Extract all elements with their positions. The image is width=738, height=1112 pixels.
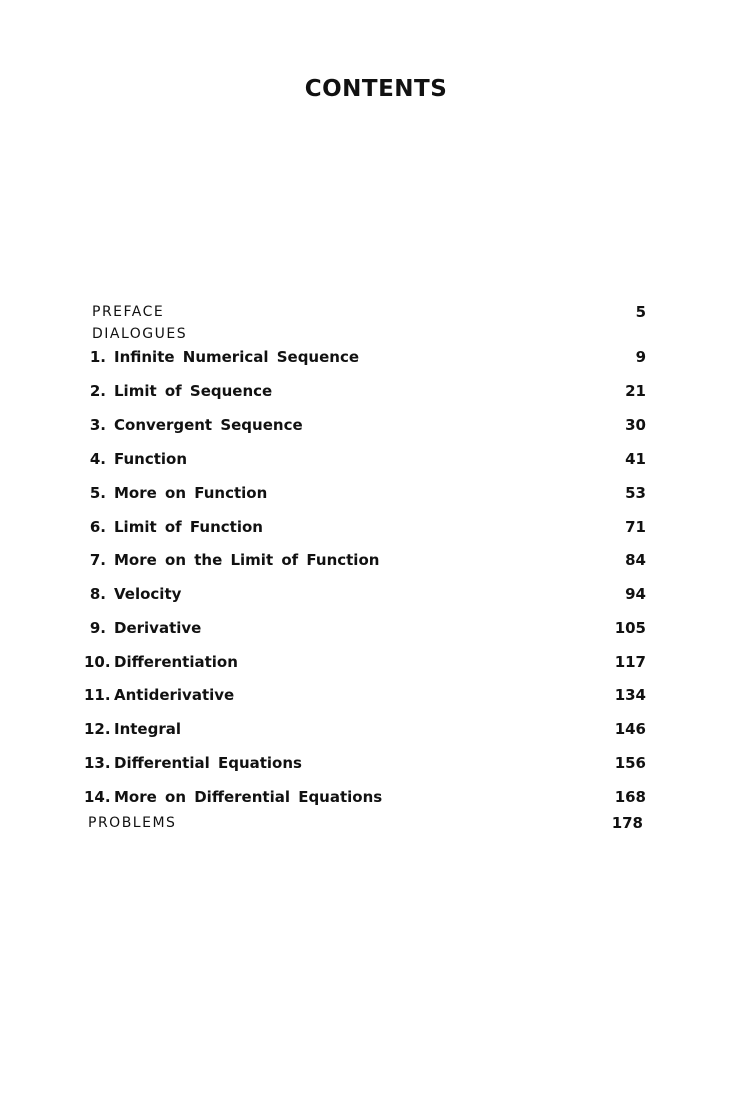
entry-title: Limit of Sequence xyxy=(114,382,273,400)
entry-title: Velocity xyxy=(114,585,182,603)
chapter-number: 7. xyxy=(89,551,106,569)
page-title: CONTENTS xyxy=(304,76,448,102)
page-number: 21 xyxy=(625,382,646,400)
chapter-number: 11. xyxy=(84,686,111,704)
toc-entry-label xyxy=(84,683,234,707)
entry-title: Integral xyxy=(114,720,182,738)
chapter-number: 3. xyxy=(89,416,106,434)
entry-title: Derivative xyxy=(114,619,202,637)
chapter-number: 10. xyxy=(84,653,111,671)
chapter-number: 4. xyxy=(89,450,106,468)
page-number: 134 xyxy=(614,686,646,704)
toc-entry-label xyxy=(84,548,379,572)
page-number: 84 xyxy=(625,551,646,569)
toc-entry-label xyxy=(84,717,181,741)
toc-entry-label xyxy=(84,379,272,403)
entry-title: Antiderivative xyxy=(114,686,235,704)
entry-title: Convergent Sequence xyxy=(114,416,303,434)
chapter-number: 6. xyxy=(89,518,106,536)
entry-title: PREFACE xyxy=(92,304,165,320)
toc-chapter-row xyxy=(0,582,738,606)
entry-title: Limit of Function xyxy=(114,518,263,536)
toc-entry-label xyxy=(84,447,187,471)
page-number: 156 xyxy=(614,754,646,772)
page-number: 30 xyxy=(625,416,646,434)
page-number: 41 xyxy=(625,450,646,468)
entry-title: More on the Limit of Function xyxy=(114,551,380,569)
page-number: 168 xyxy=(614,788,646,806)
toc-chapter-row xyxy=(0,683,738,707)
page-number: 9 xyxy=(635,348,646,366)
toc-entry-label xyxy=(84,413,303,437)
page-number: 94 xyxy=(625,585,646,603)
page-number: 71 xyxy=(625,518,646,536)
toc-chapter-row xyxy=(0,345,738,369)
page-number: 117 xyxy=(614,653,646,671)
page-number: 53 xyxy=(625,484,646,502)
toc-chapter-row xyxy=(0,548,738,572)
chapter-number: 2. xyxy=(89,382,106,400)
toc-chapter-row xyxy=(0,650,738,674)
toc-chapter-row xyxy=(0,481,738,505)
toc-entry-label xyxy=(92,322,187,346)
toc-section-row xyxy=(0,322,738,346)
chapter-number: 8. xyxy=(89,585,106,603)
page-number: 146 xyxy=(614,720,646,738)
toc-chapter-row xyxy=(0,515,738,539)
entry-title: Differentiation xyxy=(114,653,238,671)
entry-title: Function xyxy=(114,450,188,468)
toc-chapter-row xyxy=(0,751,738,775)
toc-chapter-row xyxy=(0,717,738,741)
toc-chapter-row xyxy=(0,379,738,403)
toc-entry-label xyxy=(84,616,201,640)
entry-title: Differential Equations xyxy=(114,754,302,772)
toc-entry-label xyxy=(92,300,164,324)
toc-chapter-row xyxy=(0,447,738,471)
chapter-number: 13. xyxy=(84,754,111,772)
toc-entry-label xyxy=(84,650,238,674)
toc-entry-label xyxy=(84,345,359,369)
toc-entry-label xyxy=(88,811,176,835)
toc-entry-label xyxy=(84,582,181,606)
chapter-number: 9. xyxy=(89,619,106,637)
chapter-number: 1. xyxy=(89,348,106,366)
toc-chapter-row xyxy=(0,413,738,437)
entry-title: DIALOGUES xyxy=(92,326,188,342)
toc-section-row xyxy=(0,300,738,324)
toc-entry-label xyxy=(84,751,302,775)
entry-title: PROBLEMS xyxy=(88,815,177,831)
chapter-number: 5. xyxy=(89,484,106,502)
toc-chapter-row xyxy=(0,616,738,640)
toc-entry-label xyxy=(84,515,263,539)
entry-title: More on Differential Equations xyxy=(114,788,383,806)
chapter-number: 12. xyxy=(84,720,111,738)
toc-entry-label xyxy=(84,785,382,809)
toc-entry-label xyxy=(84,481,267,505)
entry-title: Infinite Numerical Sequence xyxy=(114,348,360,366)
chapter-number: 14. xyxy=(84,788,111,806)
page-number: 5 xyxy=(635,303,646,321)
toc-section-row xyxy=(0,811,738,835)
entry-title: More on Function xyxy=(114,484,268,502)
page-number: 178 xyxy=(611,814,643,832)
toc-chapter-row xyxy=(0,785,738,809)
page-number: 105 xyxy=(614,619,646,637)
